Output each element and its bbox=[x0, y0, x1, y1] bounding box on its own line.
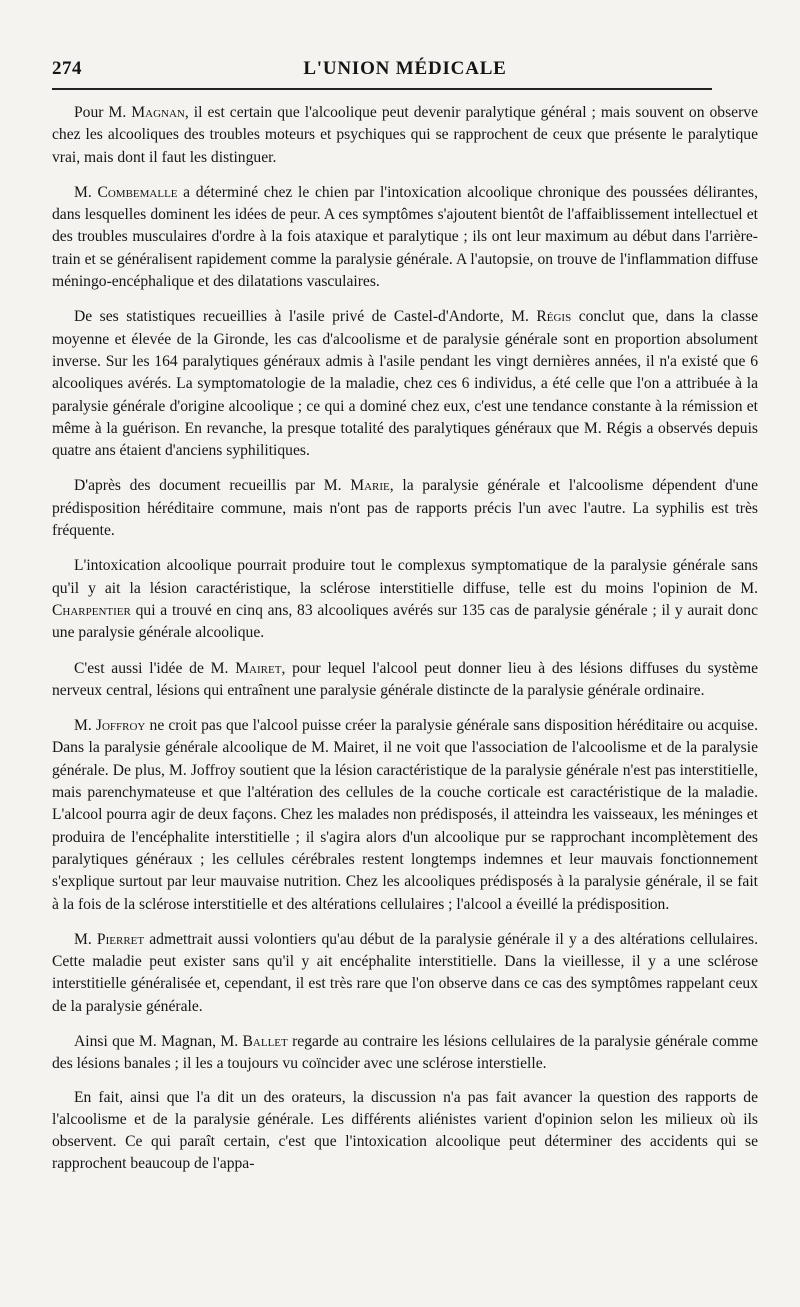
author-name: Charpentier bbox=[52, 601, 131, 619]
paragraph-text: De ses statistiques recueillies à l'asile privé de Castel-d'Andorte, M. bbox=[74, 308, 537, 326]
paragraph-text: qui a trouvé en cinq ans, 83 alcooliques avérés sur 135 cas de paralysie générale ; il y aurait donc une paralysie générale alcoolique. bbox=[52, 601, 758, 642]
author-name: Combemalle bbox=[97, 183, 178, 201]
paragraph-combemalle bbox=[52, 182, 758, 293]
paragraph-text: conclut que, dans la classe moyenne et élevée de la Gironde, les cas d'alcoolisme et de paralysie générale sont en proportion absolument inverse. Sur les 164 paralytiques généraux admis à l'asile pendant les vingt dernières années, il n'a existé que 6 alcooliques avérés. La symptomatologie de la maladie, chez ces 6 individus, a été celle que l'on a attribuée à la paralysie générale d'origine alcoolique ; ce qui a dominé chez eux, c'est une tendance constante à la rémission et même à la guérison. En revanche, la presque totalité des paralytiques généraux que M. Régis a observés depuis quatre ans étaient d'anciens syphilitiques. bbox=[52, 308, 758, 460]
paragraph-text: D'après des document recueillis par M. bbox=[74, 477, 351, 495]
paragraph-joffroy bbox=[52, 715, 758, 916]
author-name: Pierret bbox=[96, 930, 145, 948]
paragraph-text: M. bbox=[74, 717, 96, 735]
author-name: Magnan bbox=[131, 104, 185, 121]
page-header bbox=[52, 50, 758, 88]
author-name: Marie bbox=[350, 477, 390, 495]
paragraph-pierret bbox=[52, 929, 758, 1018]
paragraph-ballet bbox=[52, 1031, 758, 1076]
paragraph-text: admettrait aussi volontiers qu'au début de la paralysie générale il y a des altérations cellulaires. Cette maladie peut exister sans qu'il y ait encéphalite interstitielle. Dans la vieillesse, il y a une sclérose interstitielle généralisée et, cependant, il est très rare que l'on observe dans ce cas des symptômes rappelant ceux de la paralysie générale. bbox=[52, 930, 758, 1015]
paragraph-text: , la paralysie générale et l'alcoolisme dépendent d'une prédisposition héréditaire commune, mais n'ont pas de rapports précis l'un avec l'autre. La syphilis est très fréquente. bbox=[52, 477, 758, 540]
author-name: Mairet bbox=[235, 659, 282, 677]
author-name: Joffroy bbox=[95, 717, 146, 735]
paragraph-text: regarde au contraire les lésions cellulaires de la paralysie générale comme des lésions banales ; il les a toujours vu coïncider avec une sclérose interstielle. bbox=[52, 1032, 758, 1073]
author-name: Régis bbox=[536, 308, 572, 326]
paragraph-text: Ainsi que M. Magnan, M. bbox=[74, 1032, 243, 1050]
page-number: 274 bbox=[52, 58, 82, 79]
author-name: Ballet bbox=[242, 1032, 288, 1050]
paragraph-regis bbox=[52, 306, 758, 462]
paragraph-text: a déterminé chez le chien par l'intoxication alcoolique chronique des poussées délirantes, dans lesquelles dominent les idées de peur. A ces symptômes s'ajoutent bientôt de l'affaiblissement intellectuel et des troubles musculaires d'ordre à la fois ataxique et paralytique ; ils ont leur maximum au début dans l'arrière-train et se généralisent rapidement comme la paralysie générale. A l'autopsie, on trouve de l'inflammation diffuse méningo-encéphalique et des dilatations vasculaires. bbox=[52, 183, 758, 291]
paragraph-magnan bbox=[52, 102, 758, 169]
paragraph-mairet bbox=[52, 658, 758, 703]
paragraph-text: , pour lequel l'alcool peut donner lieu à des lésions diffuses du système nerveux central, lésions qui entraînent une paralysie générale distincte de la paralysie générale ordinaire. bbox=[52, 659, 758, 699]
paragraph-marie bbox=[52, 475, 758, 542]
paragraph-charpentier bbox=[52, 555, 758, 644]
paragraph-text: M. bbox=[74, 183, 98, 201]
paragraph-text: L'intoxication alcoolique pourrait produire tout le complexus symptomatique de la paralysie générale sans qu'il y ait la lésion caractéristique, la sclérose interstitielle diffuse, telle est du moins l'opinion de M. bbox=[52, 557, 758, 597]
paragraph-text: En fait, ainsi que l'a dit un des orateurs, la discussion n'a pas fait avancer la question des rapports de l'alcoolisme et de la paralysie générale. Les différents aliénistes varient d'opinion selon les milieux où ils observent. Ce qui paraît certain, c'est que l'intoxication alcoolique peut déterminer des accidents qui se rapprochent beaucoup de l'appa- bbox=[52, 1088, 758, 1173]
paragraph-text: Pour M. bbox=[74, 104, 132, 121]
article-body bbox=[52, 102, 758, 1176]
running-title: L'UNION MÉDICALE bbox=[303, 58, 507, 79]
paragraph-text: , il est certain que l'alcoolique peut devenir paralytique général ; mais souvent on observe chez les alcooliques des troubles moteurs et psychiques qui se rapprochent de ceux que présente le paralytique vrai, mais dont il faut les distinguer. bbox=[52, 104, 758, 166]
paragraph-text: C'est aussi l'idée de M. bbox=[74, 659, 236, 677]
header-rule bbox=[52, 88, 712, 90]
paragraph-text: ne croit pas que l'alcool puisse créer la paralysie générale sans disposition héréditaire ou acquise. Dans la paralysie générale alcoolique de M. Mairet, il ne voit que l'association de l'alcoolisme et de la paralysie générale. De plus, M. Joffroy soutient que la lésion caractéristique de la paralysie générale n'est pas interstitielle, mais parenchymateuse et que l'altération des cellules de la couche corticale est caractéristique de la maladie. L'alcool pourra agir de deux façons. Chez les malades non prédisposés, il atteindra les vaisseaux, les méninges et produira de l'encéphalite interstitielle ; il s'agira alors d'un alcoolique pur se rapprochant incomplètement des paralytiques généraux ; les cellules cérébrales restent longtemps indemnes et leur mauvais fonctionnement s'explique surtout par leur mauvaise nutrition. Chez les alcooliques prédisposés à la paralysie générale, il se fait à la fois de la sclérose interstitielle et des altérations cellulaires ; l'alcool a éveillé la prédisposition. bbox=[52, 717, 758, 913]
paragraph-text: M. bbox=[74, 930, 97, 948]
paragraph-conclusion bbox=[52, 1087, 758, 1176]
